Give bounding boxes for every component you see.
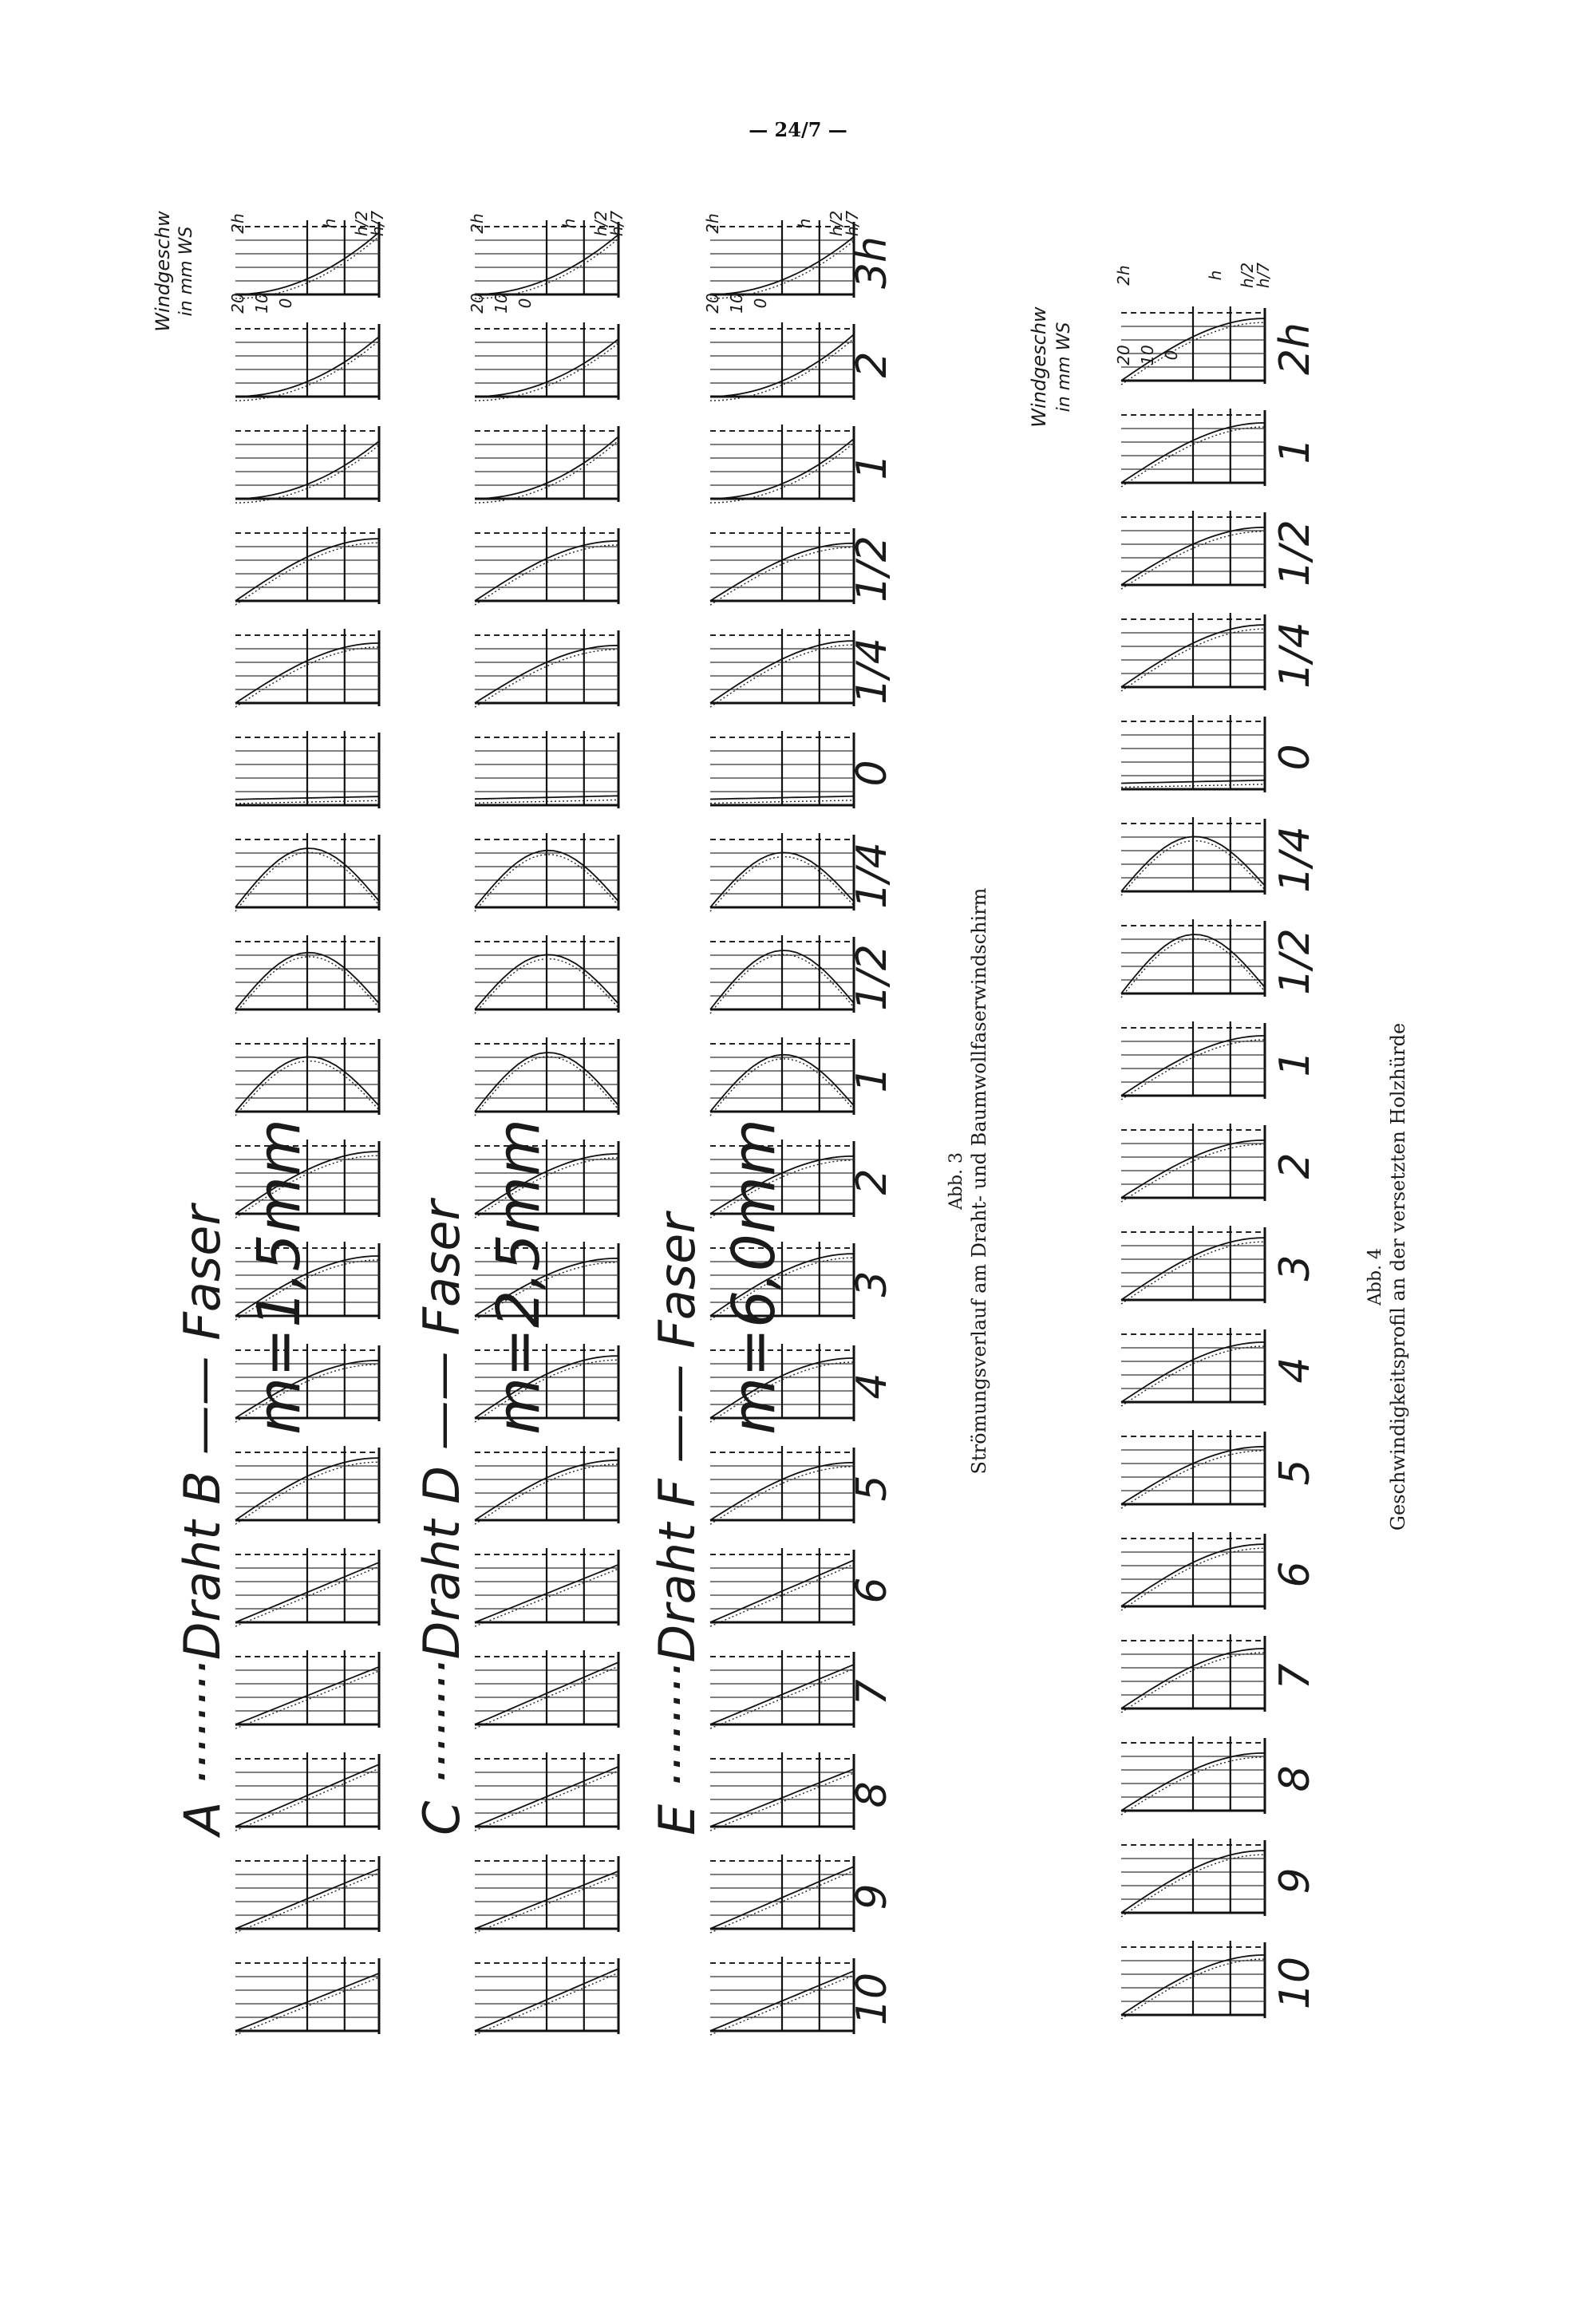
height-label: 2h [1114,265,1133,286]
position-label: 9 [848,1883,896,1910]
profile-panel [1121,511,1265,589]
profile-panel-grid [710,1855,854,1933]
profile-panel [475,1037,618,1116]
height-label: h [559,218,579,229]
position-label: 1/2 [848,535,896,602]
height-label: h/7 [607,210,626,237]
caption-title: Strömungsverlauf am Draht- und Baumwollfaserwindschirm [968,887,990,1475]
profile-panel [235,1752,379,1831]
position-label: 7 [848,1679,896,1706]
profile-panel-grid [235,1548,379,1626]
profile-panel [475,1548,618,1626]
position-label: 1/4 [1271,826,1319,893]
position-label: 2 [1271,1152,1319,1179]
scale-label: 20 [1114,345,1133,365]
profile-panel [1121,613,1265,691]
profile-panel [235,1037,379,1116]
scale-label: 0 [1162,350,1181,361]
mesh-label: m=6,0mm [720,1119,788,1435]
profile-panel-grid [1121,1124,1265,1202]
profile-panel [710,1855,854,1933]
profile-panel-grid [475,425,618,503]
profile-panel-grid [235,527,379,605]
profile-panel [235,731,379,808]
profile-panel [235,1650,379,1728]
axis-title-unit: in mm WS [1054,322,1074,413]
position-label: 3h [848,235,896,290]
profile-panel-grid [1121,613,1265,691]
profile-panel-grid [710,1548,854,1626]
profile-panel [235,1548,379,1626]
mesh-label: m=2,5mm [484,1119,553,1435]
position-label: 10 [1271,1956,1319,2010]
axis-title-unit: in mm WS [176,226,196,317]
profile-row-2 [413,220,618,2035]
position-label: 1/4 [848,638,896,705]
profile-panel-grid [235,1446,379,1524]
profile-panel [710,1957,854,2035]
scale-label: 10 [1138,345,1157,365]
profile-panel [1121,1430,1265,1508]
scale-label: 0 [516,298,535,309]
position-label: 6 [848,1577,896,1604]
profile-panel [475,527,618,605]
profile-panel [710,527,854,605]
position-label: 2 [848,351,896,378]
profile-panel [1121,1328,1265,1406]
profile-panel [475,731,618,808]
position-label: 1/2 [1271,928,1319,995]
profile-panel-grid [1121,1839,1265,1917]
profile-panel-grid [235,1037,379,1116]
profile-panel [1121,1941,1265,2019]
height-label: h [320,218,339,229]
position-label: 1 [1271,437,1319,464]
profile-panel [710,1650,854,1728]
profile-panel [710,425,854,503]
profile-panel-grid [475,1752,618,1831]
position-label: 1/2 [1271,519,1319,587]
profile-panel-grid [475,322,618,401]
profile-panel-grid [1121,1328,1265,1406]
profile-panel [475,1446,618,1524]
profile-panel-grid [710,833,854,911]
profile-panel-grid [235,322,379,401]
profile-panel-grid [1121,1226,1265,1304]
profile-panel-grid [235,1752,379,1831]
position-label: 0 [1271,744,1319,771]
profile-panel [1121,1736,1265,1815]
height-label: h/7 [368,210,387,237]
profile-panel-grid [475,1548,618,1626]
profile-panel-grid [475,1037,618,1116]
position-label: 3 [1271,1254,1319,1282]
height-label: h/7 [1254,262,1273,289]
profile-panel-grid [475,731,618,808]
profile-panel [1121,1532,1265,1610]
height-label: h/2 [1238,262,1257,289]
mesh-label: m=1,5mm [245,1119,314,1435]
profile-panel [710,1037,854,1116]
profile-panel [475,833,618,911]
profile-panel [710,1752,854,1831]
profile-panel-grid [710,1957,854,2035]
profile-panel-grid [1121,817,1265,895]
profile-panel [235,1446,379,1524]
profile-panel [710,1548,854,1626]
profile-panel-grid [235,833,379,911]
profile-panel [710,731,854,808]
profile-panel [1121,1634,1265,1712]
position-label: 1 [848,453,896,480]
height-label: h/2 [591,210,610,237]
profile-panel [475,1855,618,1933]
page-number: — 24/7 — [749,118,847,141]
profile-panel [235,1855,379,1933]
profile-panel-grid [1121,1021,1265,1100]
profile-panel-grid [1121,1941,1265,2019]
profile-panel-grid [710,935,854,1013]
profile-panel-grid [710,425,854,503]
profile-panel [475,1752,618,1831]
profile-panel [235,322,379,401]
caption-number: Abb. 4 [1365,1247,1385,1306]
position-label: 2 [848,1168,896,1195]
profile-panel [710,833,854,911]
profile-panel [1121,1124,1265,1202]
profile-panel-grid [235,935,379,1013]
profile-panel-grid [710,1752,854,1831]
profile-panel [475,1650,618,1728]
axis-title-windgeschw: Windgeschw [152,211,174,332]
profile-panel [235,425,379,503]
profile-panel [475,425,618,503]
profile-panel-grid [475,527,618,605]
row-label: C ········Draht D —— Faser [413,1200,471,1835]
height-label: h [1206,270,1225,281]
scale-label: 10 [492,293,511,314]
scale-label: 20 [703,293,722,314]
profile-panel-grid [710,527,854,605]
profile-panel [1121,1226,1265,1304]
profile-panel [1121,1021,1265,1100]
caption-title: Geschwindigkeitsprofil an der versetzten Holzhürde [1387,1022,1409,1531]
position-label: 8 [1271,1765,1319,1792]
figure-4 [1028,263,1409,2019]
height-label: 2h [703,213,722,234]
profile-panel-grid [475,629,618,707]
height-label: h/2 [352,210,371,237]
profile-panel-grid [1121,511,1265,589]
profile-panel-grid [475,833,618,911]
height-label: h/2 [827,210,846,237]
height-label: h/7 [843,210,862,237]
profile-row-fig4 [1121,306,1265,2019]
axis-title-windgeschw: Windgeschw [1028,306,1050,428]
scale-label: 10 [727,293,746,314]
profile-panel [710,1446,854,1524]
scale-label: 20 [468,293,487,314]
profile-panel-grid [1121,1736,1265,1815]
profile-panel [235,935,379,1013]
scale-label: 10 [252,293,271,314]
position-label: 1 [848,1066,896,1093]
profile-panel-grid [475,1650,618,1728]
profile-panel-grid [235,1650,379,1728]
row-label: E ········Draht F —— Faser [648,1213,706,1835]
profile-panel [1121,919,1265,997]
profile-panel-grid [235,731,379,808]
position-label: 4 [848,1373,896,1400]
profile-panel-grid [235,1855,379,1933]
height-label: 2h [228,213,247,234]
profile-panel-grid [1121,715,1265,792]
profile-panel-grid [710,1446,854,1524]
position-label: 2h [1271,322,1319,376]
profile-panel-grid [475,1957,618,2035]
profile-panel-grid [475,1446,618,1524]
caption-number: Abb. 3 [946,1152,966,1211]
profile-panel [235,1957,379,2035]
figure-3 [152,211,990,2035]
profile-panel-grid [235,425,379,503]
profile-panel-grid [710,629,854,707]
position-label: 7 [1271,1663,1319,1690]
profile-panel [710,322,854,401]
profile-panel [710,629,854,707]
profile-panel [235,527,379,605]
profile-panel-grid [1121,1634,1265,1712]
profile-row-3 [648,220,854,2035]
position-label: 10 [848,1972,896,2026]
scale-label: 0 [276,298,295,309]
profile-panel-grid [475,935,618,1013]
position-label: 1/4 [1271,622,1319,689]
profile-panel-grid [1121,409,1265,487]
profile-panel [475,1957,618,2035]
profile-panel [1121,715,1265,792]
position-label: 1 [1271,1050,1319,1077]
position-label: 5 [848,1475,896,1502]
profile-panel [235,833,379,911]
position-label: 1/4 [848,842,896,909]
profile-panel-grid [710,731,854,808]
profile-panel-grid [475,1855,618,1933]
profile-row-1 [173,220,379,2035]
height-label: 2h [468,213,487,234]
scale-label: 20 [228,293,247,314]
profile-panel [710,935,854,1013]
profile-panel [1121,409,1265,487]
profile-panel-grid [710,1650,854,1728]
scale-label: 0 [751,298,770,309]
row-label: A ········Draht B —— Faser [173,1205,231,1835]
position-label: 4 [1271,1357,1319,1384]
profile-panel [1121,817,1265,895]
profile-panel-grid [235,1957,379,2035]
position-label: 8 [848,1781,896,1808]
profile-panel-grid [710,1037,854,1116]
height-label: h [795,218,814,229]
profile-panel [235,629,379,707]
profile-panel [475,322,618,401]
position-label: 6 [1271,1561,1319,1588]
position-label: 9 [1271,1867,1319,1894]
position-label: 5 [1271,1459,1319,1486]
position-label: 3 [848,1270,896,1298]
profile-panel-grid [1121,919,1265,997]
profile-panel [1121,1839,1265,1917]
profile-panel-grid [235,629,379,707]
profile-panel-grid [1121,1430,1265,1508]
profile-panel [475,935,618,1013]
position-label: 1/2 [848,944,896,1011]
profile-panel-grid [1121,1532,1265,1610]
profile-panel [475,629,618,707]
profile-panel-grid [710,322,854,401]
position-label: 0 [848,760,896,787]
